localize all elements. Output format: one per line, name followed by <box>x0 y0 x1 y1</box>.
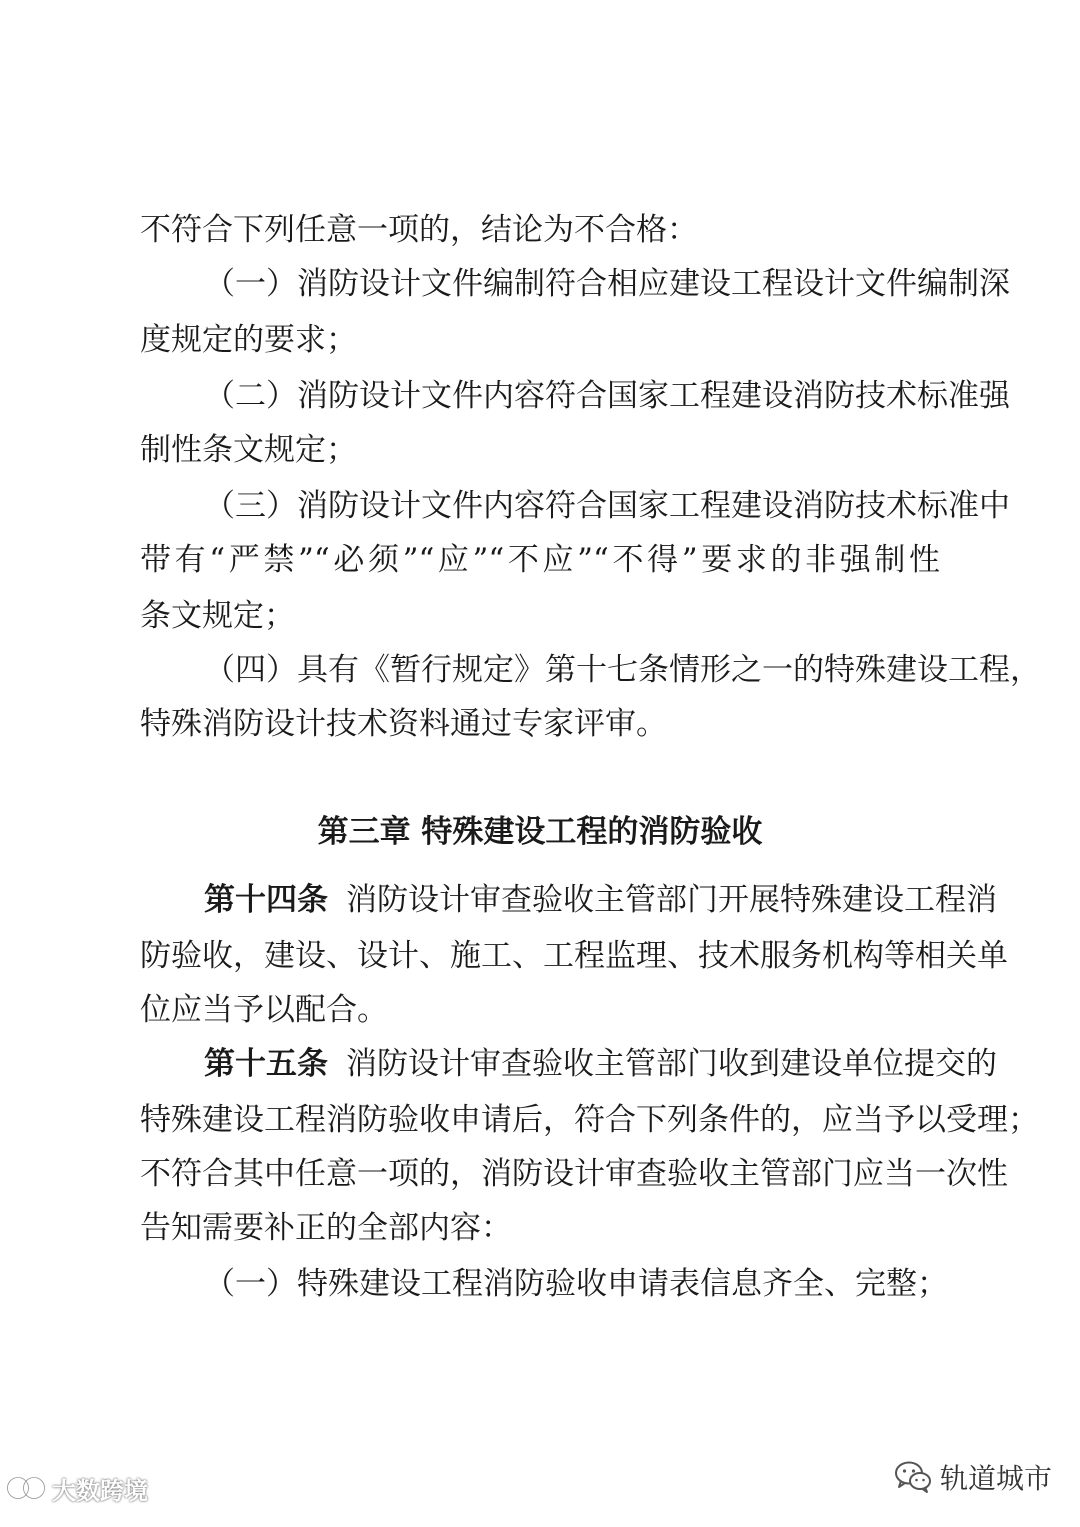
list-item-1-line-1: （一）消防设计文件编制符合相应建设工程设计文件编制深 <box>204 266 1010 302</box>
paragraph-line: 不符合下列任意一项的，结论为不合格： <box>140 212 698 248</box>
list-item-4-line-1: （四）具有《暂行规定》第十七条情形之一的特殊建设工程， <box>204 652 1041 688</box>
list-item-2-line-1: （二）消防设计文件内容符合国家工程建设消防技术标准强 <box>204 378 1010 414</box>
article-15-label: 第十五条 <box>204 1046 328 1082</box>
article-15-text: 消防设计审查验收主管部门收到建设单位提交的 <box>346 1046 997 1082</box>
watermark-right-text: 轨道城市 <box>939 1462 1052 1495</box>
article-15-item-1: （一）特殊建设工程消防验收申请表信息齐全、完整； <box>204 1266 948 1302</box>
article-14-line-3: 位应当予以配合。 <box>140 992 388 1028</box>
list-item-1-line-2: 度规定的要求； <box>140 322 357 358</box>
article-14-line-2: 防验收，建设、设计、施工、工程监理、技术服务机构等相关单 <box>140 938 1008 974</box>
watermark-left <box>6 1468 148 1508</box>
wechat-icon <box>894 1460 932 1494</box>
article-14-text: 消防设计审查验收主管部门开展特殊建设工程消 <box>346 882 997 918</box>
article-14-label: 第十四条 <box>204 882 328 918</box>
list-item-2-line-2: 制性条文规定； <box>140 432 357 468</box>
list-item-3-line-2: 带有“严禁”“必须”“应”“不应”“不得”要求的非强制性 <box>140 542 940 578</box>
chapter-title: 第三章 特殊建设工程的消防验收 <box>317 814 763 850</box>
list-item-3-line-3: 条文规定； <box>140 598 295 634</box>
article-15-line-3: 不符合其中任意一项的，消防设计审查验收主管部门应当一次性 <box>140 1156 1008 1192</box>
list-item-3-line-1: （三）消防设计文件内容符合国家工程建设消防技术标准中 <box>204 488 1010 524</box>
article-15-line-2: 特殊建设工程消防验收申请后，符合下列条件的，应当予以受理； <box>140 1102 1039 1138</box>
list-item-4-line-2: 特殊消防设计技术资料通过专家评审。 <box>140 706 667 742</box>
watermark-right <box>894 1456 1052 1498</box>
article-15-line-1 <box>204 1042 997 1086</box>
article-14-line-1 <box>204 878 997 922</box>
watermark-left-text: 大数跨境 <box>52 1476 148 1505</box>
article-15-line-4: 告知需要补正的全部内容： <box>140 1210 512 1246</box>
brand-logo-icon <box>6 1474 46 1502</box>
